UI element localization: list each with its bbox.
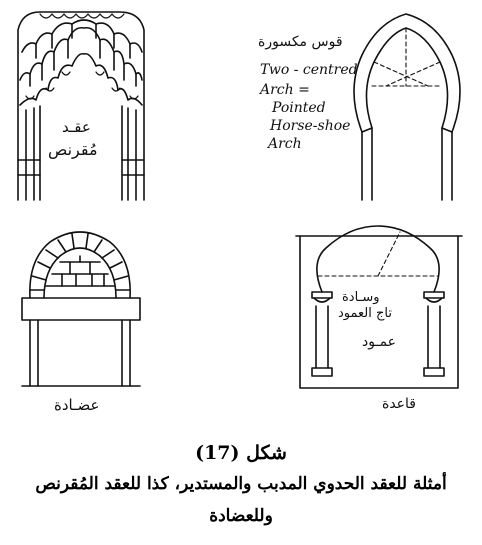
- horseshoe-cushion-label: وسـادة: [342, 290, 380, 305]
- horseshoe-capital-label: تاج العمود: [338, 306, 392, 321]
- pointed-arch-arabic-label: قوس مكسورة: [258, 34, 343, 50]
- caption-line1: أمثلة للعقد الحدوي المدبب والمستدير، كذا للعقد المُقرنص: [35, 474, 447, 494]
- voussoir-label: عضـادة: [54, 396, 100, 414]
- horseshoe-column-label: عمـود: [362, 334, 397, 350]
- muqarnas-label-line2: مُقرنص: [48, 140, 98, 159]
- pointed-horseshoe-arch-drawing: [354, 14, 460, 200]
- figure-number: شكل (17): [195, 442, 287, 464]
- pointed-arch-en-line1: Two - centred: [260, 62, 358, 78]
- caption-line2: وللعضادة: [209, 506, 273, 526]
- pointed-arch-en-line4: Horse-shoe: [270, 118, 351, 134]
- pointed-arch-en-line5: Arch: [268, 136, 302, 152]
- muqarnas-label-line1: عقـد: [62, 118, 91, 136]
- horseshoe-base-label: قاعدة: [382, 396, 416, 412]
- pointed-arch-en-line2: Arch =: [260, 82, 310, 98]
- pointed-arch-en-line3: Pointed: [272, 100, 326, 116]
- voussoir-arch-drawing: [22, 232, 140, 386]
- muqarnas-arch-drawing: [18, 12, 144, 200]
